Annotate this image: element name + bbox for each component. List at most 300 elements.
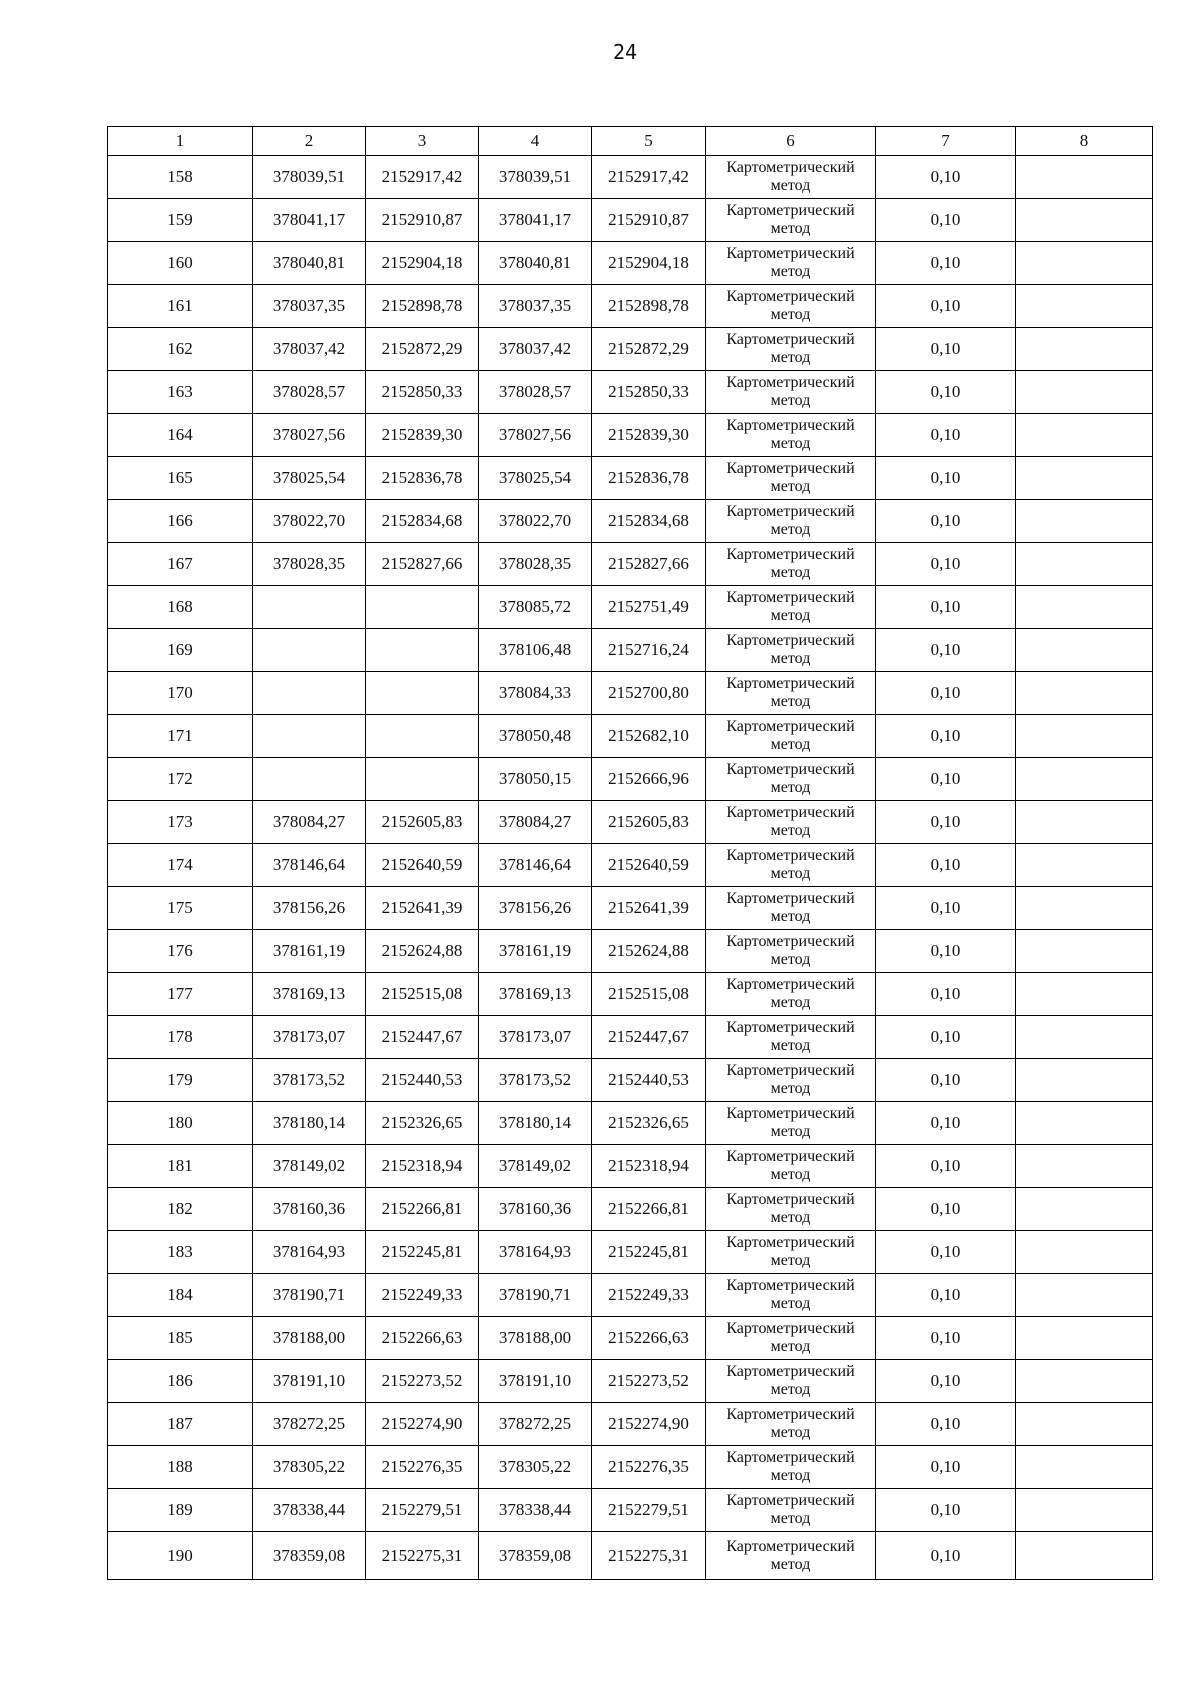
x-new-cell: 378169,13	[479, 973, 592, 1016]
y-old-cell: 2152275,31	[366, 1532, 479, 1580]
point-number-cell: 163	[108, 371, 253, 414]
x-new-cell: 378161,19	[479, 930, 592, 973]
x-new-cell: 378050,15	[479, 758, 592, 801]
y-old-cell	[366, 586, 479, 629]
extra-cell	[1016, 543, 1153, 586]
method-cell	[706, 715, 876, 758]
y-old-cell: 2152326,65	[366, 1102, 479, 1145]
extra-cell	[1016, 973, 1153, 1016]
table-row	[108, 285, 1153, 328]
y-old-cell: 2152910,87	[366, 199, 479, 242]
point-number-cell: 177	[108, 973, 253, 1016]
x-old-cell: 378191,10	[253, 1360, 366, 1403]
accuracy-cell: 0,10	[876, 156, 1016, 199]
extra-cell	[1016, 629, 1153, 672]
method-line-2: метод	[770, 1209, 811, 1226]
accuracy-cell: 0,10	[876, 715, 1016, 758]
y-old-cell: 2152872,29	[366, 328, 479, 371]
table-row	[108, 629, 1153, 672]
method-line-1: Картометрический	[726, 374, 855, 391]
method-line-1: Картометрический	[726, 1191, 855, 1208]
accuracy-cell: 0,10	[876, 887, 1016, 930]
x-new-cell: 378025,54	[479, 457, 592, 500]
y-old-cell: 2152515,08	[366, 973, 479, 1016]
table-row	[108, 1145, 1153, 1188]
x-old-cell: 378160,36	[253, 1188, 366, 1231]
extra-cell	[1016, 285, 1153, 328]
extra-cell	[1016, 500, 1153, 543]
method-line-1: Картометрический	[726, 804, 855, 821]
method-line-1: Картометрический	[726, 718, 855, 735]
point-number-cell: 170	[108, 672, 253, 715]
table-row	[108, 500, 1153, 543]
method-line-2: метод	[770, 306, 811, 323]
y-old-cell: 2152834,68	[366, 500, 479, 543]
x-new-cell: 378272,25	[479, 1403, 592, 1446]
y-new-cell: 2152605,83	[592, 801, 706, 844]
point-number-cell: 188	[108, 1446, 253, 1489]
y-old-cell: 2152904,18	[366, 242, 479, 285]
y-old-cell: 2152318,94	[366, 1145, 479, 1188]
table-row	[108, 1059, 1153, 1102]
y-new-cell: 2152276,35	[592, 1446, 706, 1489]
y-new-cell: 2152515,08	[592, 973, 706, 1016]
x-new-cell: 378188,00	[479, 1317, 592, 1360]
method-line-2: метод	[770, 1166, 811, 1183]
method-line-1: Картометрический	[726, 460, 855, 477]
method-cell	[706, 887, 876, 930]
method-line-1: Картометрический	[726, 1148, 855, 1165]
point-number-cell: 178	[108, 1016, 253, 1059]
y-old-cell: 2152917,42	[366, 156, 479, 199]
method-line-2: метод	[770, 478, 811, 495]
table-row	[108, 199, 1153, 242]
point-number-cell: 185	[108, 1317, 253, 1360]
y-new-cell: 2152274,90	[592, 1403, 706, 1446]
method-cell	[706, 285, 876, 328]
point-number-cell: 169	[108, 629, 253, 672]
table-row	[108, 156, 1153, 199]
x-new-cell: 378040,81	[479, 242, 592, 285]
y-new-cell: 2152249,33	[592, 1274, 706, 1317]
method-line-1: Картометрический	[726, 589, 855, 606]
accuracy-cell: 0,10	[876, 1016, 1016, 1059]
method-line-1: Картометрический	[726, 331, 855, 348]
accuracy-cell: 0,10	[876, 930, 1016, 973]
x-new-cell: 378173,52	[479, 1059, 592, 1102]
y-new-cell: 2152872,29	[592, 328, 706, 371]
accuracy-cell: 0,10	[876, 285, 1016, 328]
table-row	[108, 1274, 1153, 1317]
accuracy-cell: 0,10	[876, 758, 1016, 801]
method-line-2: метод	[770, 693, 811, 710]
table-row	[108, 1231, 1153, 1274]
y-old-cell: 2152850,33	[366, 371, 479, 414]
y-new-cell: 2152751,49	[592, 586, 706, 629]
x-old-cell: 378041,17	[253, 199, 366, 242]
y-new-cell: 2152682,10	[592, 715, 706, 758]
table-row	[108, 1532, 1153, 1580]
table-row	[108, 1016, 1153, 1059]
point-number-cell: 162	[108, 328, 253, 371]
method-line-2: метод	[770, 822, 811, 839]
method-cell	[706, 1059, 876, 1102]
point-number-cell: 183	[108, 1231, 253, 1274]
extra-cell	[1016, 844, 1153, 887]
x-new-cell: 378084,27	[479, 801, 592, 844]
point-number-cell: 187	[108, 1403, 253, 1446]
coordinates-table	[107, 126, 1153, 1580]
table-row	[108, 543, 1153, 586]
point-number-cell: 166	[108, 500, 253, 543]
x-new-cell: 378037,42	[479, 328, 592, 371]
x-old-cell	[253, 758, 366, 801]
x-old-cell: 378039,51	[253, 156, 366, 199]
method-line-2: метод	[770, 1252, 811, 1269]
method-line-2: метод	[770, 1037, 811, 1054]
x-new-cell: 378028,35	[479, 543, 592, 586]
x-old-cell: 378027,56	[253, 414, 366, 457]
y-old-cell: 2152605,83	[366, 801, 479, 844]
method-line-2: метод	[770, 263, 811, 280]
extra-cell	[1016, 457, 1153, 500]
extra-cell	[1016, 199, 1153, 242]
method-cell	[706, 1145, 876, 1188]
accuracy-cell: 0,10	[876, 1446, 1016, 1489]
y-old-cell	[366, 715, 479, 758]
extra-cell	[1016, 930, 1153, 973]
table-row	[108, 930, 1153, 973]
x-new-cell: 378039,51	[479, 156, 592, 199]
y-new-cell: 2152273,52	[592, 1360, 706, 1403]
x-old-cell: 378037,42	[253, 328, 366, 371]
column-header: 8	[1016, 127, 1153, 156]
y-old-cell: 2152624,88	[366, 930, 479, 973]
x-old-cell: 378146,64	[253, 844, 366, 887]
extra-cell	[1016, 1532, 1153, 1580]
y-old-cell: 2152266,63	[366, 1317, 479, 1360]
y-old-cell: 2152276,35	[366, 1446, 479, 1489]
table-row	[108, 973, 1153, 1016]
extra-cell	[1016, 1489, 1153, 1532]
point-number-cell: 164	[108, 414, 253, 457]
method-line-2: метод	[770, 1123, 811, 1140]
method-line-1: Картометрический	[726, 503, 855, 520]
x-old-cell: 378190,71	[253, 1274, 366, 1317]
point-number-cell: 181	[108, 1145, 253, 1188]
method-line-2: метод	[770, 607, 811, 624]
point-number-cell: 168	[108, 586, 253, 629]
accuracy-cell: 0,10	[876, 199, 1016, 242]
y-new-cell: 2152440,53	[592, 1059, 706, 1102]
point-number-cell: 171	[108, 715, 253, 758]
table-header-row	[108, 127, 1153, 156]
x-old-cell	[253, 715, 366, 758]
method-cell	[706, 457, 876, 500]
method-cell	[706, 1231, 876, 1274]
point-number-cell: 167	[108, 543, 253, 586]
x-new-cell: 378191,10	[479, 1360, 592, 1403]
table-row	[108, 758, 1153, 801]
method-cell	[706, 629, 876, 672]
method-cell	[706, 1403, 876, 1446]
table-row	[108, 715, 1153, 758]
x-old-cell: 378180,14	[253, 1102, 366, 1145]
x-new-cell: 378190,71	[479, 1274, 592, 1317]
accuracy-cell: 0,10	[876, 1489, 1016, 1532]
extra-cell	[1016, 887, 1153, 930]
table-row	[108, 672, 1153, 715]
method-line-2: метод	[770, 865, 811, 882]
table-row	[108, 414, 1153, 457]
y-new-cell: 2152666,96	[592, 758, 706, 801]
x-new-cell: 378084,33	[479, 672, 592, 715]
x-new-cell: 378173,07	[479, 1016, 592, 1059]
method-line-1: Картометрический	[726, 288, 855, 305]
x-old-cell: 378169,13	[253, 973, 366, 1016]
extra-cell	[1016, 1016, 1153, 1059]
y-old-cell: 2152839,30	[366, 414, 479, 457]
extra-cell	[1016, 371, 1153, 414]
x-new-cell: 378359,08	[479, 1532, 592, 1580]
y-old-cell: 2152836,78	[366, 457, 479, 500]
x-old-cell: 378173,07	[253, 1016, 366, 1059]
method-line-2: метод	[770, 392, 811, 409]
x-old-cell	[253, 672, 366, 715]
x-new-cell: 378180,14	[479, 1102, 592, 1145]
method-line-1: Картометрический	[726, 159, 855, 176]
point-number-cell: 176	[108, 930, 253, 973]
method-line-1: Картометрический	[726, 1406, 855, 1423]
method-line-1: Картометрический	[726, 675, 855, 692]
method-line-1: Картометрический	[726, 417, 855, 434]
method-cell	[706, 1016, 876, 1059]
y-old-cell: 2152447,67	[366, 1016, 479, 1059]
method-line-1: Картометрический	[726, 1320, 855, 1337]
method-line-1: Картометрический	[726, 245, 855, 262]
x-new-cell: 378160,36	[479, 1188, 592, 1231]
y-old-cell: 2152249,33	[366, 1274, 479, 1317]
method-line-1: Картометрический	[726, 1537, 855, 1555]
x-old-cell: 378028,35	[253, 543, 366, 586]
accuracy-cell: 0,10	[876, 414, 1016, 457]
x-new-cell: 378338,44	[479, 1489, 592, 1532]
x-new-cell: 378156,26	[479, 887, 592, 930]
x-old-cell: 378025,54	[253, 457, 366, 500]
x-old-cell: 378359,08	[253, 1532, 366, 1580]
y-old-cell: 2152640,59	[366, 844, 479, 887]
y-new-cell: 2152245,81	[592, 1231, 706, 1274]
x-new-cell: 378041,17	[479, 199, 592, 242]
method-line-2: метод	[770, 1555, 811, 1573]
y-new-cell: 2152904,18	[592, 242, 706, 285]
column-header: 7	[876, 127, 1016, 156]
method-cell	[706, 371, 876, 414]
accuracy-cell: 0,10	[876, 1274, 1016, 1317]
y-new-cell: 2152827,66	[592, 543, 706, 586]
accuracy-cell: 0,10	[876, 242, 1016, 285]
extra-cell	[1016, 1231, 1153, 1274]
point-number-cell: 159	[108, 199, 253, 242]
accuracy-cell: 0,10	[876, 672, 1016, 715]
method-line-2: метод	[770, 564, 811, 581]
method-line-2: метод	[770, 177, 811, 194]
extra-cell	[1016, 1446, 1153, 1489]
y-old-cell: 2152279,51	[366, 1489, 479, 1532]
point-number-cell: 165	[108, 457, 253, 500]
y-old-cell	[366, 758, 479, 801]
column-header: 2	[253, 127, 366, 156]
extra-cell	[1016, 1059, 1153, 1102]
method-cell	[706, 973, 876, 1016]
method-cell	[706, 156, 876, 199]
y-new-cell: 2152266,81	[592, 1188, 706, 1231]
accuracy-cell: 0,10	[876, 1059, 1016, 1102]
column-header: 5	[592, 127, 706, 156]
x-old-cell	[253, 629, 366, 672]
method-cell	[706, 1188, 876, 1231]
x-old-cell: 378156,26	[253, 887, 366, 930]
point-number-cell: 172	[108, 758, 253, 801]
y-new-cell: 2152640,59	[592, 844, 706, 887]
table-row	[108, 1188, 1153, 1231]
y-new-cell: 2152700,80	[592, 672, 706, 715]
extra-cell	[1016, 1102, 1153, 1145]
y-new-cell: 2152850,33	[592, 371, 706, 414]
accuracy-cell: 0,10	[876, 1231, 1016, 1274]
accuracy-cell: 0,10	[876, 629, 1016, 672]
x-new-cell: 378027,56	[479, 414, 592, 457]
table-row	[108, 328, 1153, 371]
method-line-1: Картометрический	[726, 1019, 855, 1036]
table-row	[108, 457, 1153, 500]
table-row	[108, 1403, 1153, 1446]
method-line-2: метод	[770, 779, 811, 796]
method-line-1: Картометрический	[726, 1277, 855, 1294]
y-new-cell: 2152716,24	[592, 629, 706, 672]
x-new-cell: 378037,35	[479, 285, 592, 328]
x-old-cell: 378188,00	[253, 1317, 366, 1360]
point-number-cell: 173	[108, 801, 253, 844]
x-old-cell: 378338,44	[253, 1489, 366, 1532]
method-line-1: Картометрический	[726, 546, 855, 563]
extra-cell	[1016, 715, 1153, 758]
method-line-2: метод	[770, 1338, 811, 1355]
extra-cell	[1016, 1274, 1153, 1317]
column-header: 4	[479, 127, 592, 156]
accuracy-cell: 0,10	[876, 457, 1016, 500]
extra-cell	[1016, 1403, 1153, 1446]
column-header: 3	[366, 127, 479, 156]
point-number-cell: 175	[108, 887, 253, 930]
accuracy-cell: 0,10	[876, 1532, 1016, 1580]
method-cell	[706, 1102, 876, 1145]
method-cell	[706, 586, 876, 629]
accuracy-cell: 0,10	[876, 586, 1016, 629]
extra-cell	[1016, 328, 1153, 371]
x-new-cell: 378305,22	[479, 1446, 592, 1489]
point-number-cell: 158	[108, 156, 253, 199]
method-line-2: метод	[770, 435, 811, 452]
method-cell	[706, 672, 876, 715]
accuracy-cell: 0,10	[876, 1188, 1016, 1231]
y-old-cell: 2152266,81	[366, 1188, 479, 1231]
method-cell	[706, 1446, 876, 1489]
y-old-cell	[366, 672, 479, 715]
x-new-cell: 378106,48	[479, 629, 592, 672]
extra-cell	[1016, 1360, 1153, 1403]
y-new-cell: 2152839,30	[592, 414, 706, 457]
table-row	[108, 586, 1153, 629]
y-new-cell: 2152326,65	[592, 1102, 706, 1145]
method-line-2: метод	[770, 1510, 811, 1527]
method-line-2: метод	[770, 1080, 811, 1097]
extra-cell	[1016, 586, 1153, 629]
x-new-cell: 378146,64	[479, 844, 592, 887]
method-line-2: метод	[770, 650, 811, 667]
column-header: 1	[108, 127, 253, 156]
extra-cell	[1016, 758, 1153, 801]
point-number-cell: 182	[108, 1188, 253, 1231]
point-number-cell: 174	[108, 844, 253, 887]
x-old-cell: 378022,70	[253, 500, 366, 543]
table-row	[108, 801, 1153, 844]
y-old-cell: 2152245,81	[366, 1231, 479, 1274]
accuracy-cell: 0,10	[876, 1360, 1016, 1403]
accuracy-cell: 0,10	[876, 1317, 1016, 1360]
table-row	[108, 1360, 1153, 1403]
method-line-1: Картометрический	[726, 1449, 855, 1466]
table-row	[108, 242, 1153, 285]
y-old-cell: 2152440,53	[366, 1059, 479, 1102]
accuracy-cell: 0,10	[876, 1403, 1016, 1446]
table-row	[108, 1489, 1153, 1532]
y-new-cell: 2152447,67	[592, 1016, 706, 1059]
y-new-cell: 2152266,63	[592, 1317, 706, 1360]
method-line-2: метод	[770, 908, 811, 925]
x-old-cell: 378037,35	[253, 285, 366, 328]
accuracy-cell: 0,10	[876, 500, 1016, 543]
method-cell	[706, 414, 876, 457]
accuracy-cell: 0,10	[876, 371, 1016, 414]
method-line-2: метод	[770, 220, 811, 237]
accuracy-cell: 0,10	[876, 328, 1016, 371]
page-number: 24	[612, 40, 638, 64]
method-cell	[706, 1360, 876, 1403]
y-old-cell: 2152273,52	[366, 1360, 479, 1403]
y-new-cell: 2152834,68	[592, 500, 706, 543]
y-new-cell: 2152624,88	[592, 930, 706, 973]
method-line-1: Картометрический	[726, 1234, 855, 1251]
x-new-cell: 378164,93	[479, 1231, 592, 1274]
x-old-cell: 378040,81	[253, 242, 366, 285]
column-header: 6	[706, 127, 876, 156]
y-new-cell: 2152318,94	[592, 1145, 706, 1188]
method-cell	[706, 844, 876, 887]
accuracy-cell: 0,10	[876, 543, 1016, 586]
table-row	[108, 1317, 1153, 1360]
method-cell	[706, 1317, 876, 1360]
x-old-cell: 378164,93	[253, 1231, 366, 1274]
x-new-cell: 378050,48	[479, 715, 592, 758]
y-old-cell: 2152641,39	[366, 887, 479, 930]
x-new-cell: 378028,57	[479, 371, 592, 414]
method-line-1: Картометрический	[726, 933, 855, 950]
y-new-cell: 2152275,31	[592, 1532, 706, 1580]
point-number-cell: 160	[108, 242, 253, 285]
y-new-cell: 2152641,39	[592, 887, 706, 930]
point-number-cell: 179	[108, 1059, 253, 1102]
